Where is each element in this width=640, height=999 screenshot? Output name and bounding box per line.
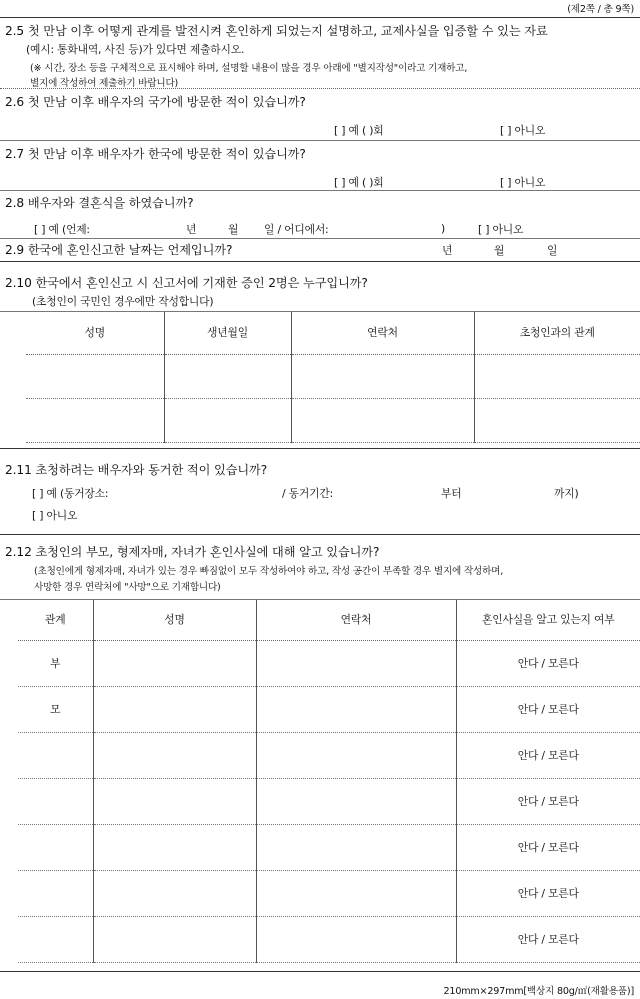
q2-11-period-label: / 동거기간: xyxy=(282,487,334,500)
witness-col-contact: 연락처 xyxy=(291,312,474,354)
witness-table-header xyxy=(26,312,640,354)
q2-6-yes-option[interactable]: [ ] 예 ( )회 xyxy=(334,124,384,137)
family-row xyxy=(18,640,640,686)
q2-10-divider xyxy=(0,448,640,449)
family-col-name: 성명 xyxy=(93,600,256,640)
family-relation-cell: 부 xyxy=(18,640,93,686)
family-contact-field[interactable] xyxy=(256,732,456,778)
bottom-rule xyxy=(0,971,640,972)
q2-11-no-option[interactable]: [ ] 아니오 xyxy=(32,509,78,522)
family-contact-field[interactable] xyxy=(256,686,456,732)
q2-8-year-label: 년 xyxy=(186,223,197,236)
witness-1-name-field[interactable] xyxy=(26,354,164,398)
family-awareness-choice[interactable]: 안다 / 모른다 xyxy=(456,778,640,824)
q2-6-no-option[interactable]: [ ] 아니오 xyxy=(500,124,546,137)
witness-col-birthdate: 생년월일 xyxy=(164,312,291,354)
q2-12-title: 2.12 초청인의 부모, 형제자매, 자녀가 혼인사실에 대해 알고 있습니까? xyxy=(5,545,380,559)
family-table xyxy=(18,600,640,963)
q2-9-month-label: 월 xyxy=(494,244,505,257)
q2-5-note1: (※ 시간, 장소 등을 구체적으로 표시해야 하며, 설명할 내용이 많을 경우 아래에 "별지작성"이라고 기재하고, xyxy=(30,63,468,74)
family-awareness-choice[interactable]: 안다 / 모른다 xyxy=(456,686,640,732)
q2-11-divider xyxy=(0,534,640,535)
witness-2-name-field[interactable] xyxy=(26,398,164,442)
q2-8-day-where-label: 일 / 어디에서: xyxy=(264,223,329,236)
family-row xyxy=(18,916,640,962)
family-name-field[interactable] xyxy=(93,916,256,962)
witness-1-contact-field[interactable] xyxy=(291,354,474,398)
witness-2-birthdate-field[interactable] xyxy=(164,398,291,442)
q2-7-no-option[interactable]: [ ] 아니오 xyxy=(500,176,546,189)
witness-row-2 xyxy=(26,398,640,442)
page-indicator: (제2쪽 / 총 9쪽) xyxy=(567,4,634,15)
q2-8-yes-option[interactable]: [ ] 예 (언제: xyxy=(34,223,90,236)
family-contact-field[interactable] xyxy=(256,916,456,962)
q2-5-line2: (예시: 통화내역, 사진 등)가 있다면 제출하시오. xyxy=(26,43,245,56)
family-col-relation: 관계 xyxy=(18,600,93,640)
q2-9-year-label: 년 xyxy=(442,244,453,257)
family-name-field[interactable] xyxy=(93,686,256,732)
q2-7-divider xyxy=(0,190,640,191)
q2-8-title: 2.8 배우자와 결혼식을 하였습니까? xyxy=(5,196,194,210)
witness-1-relationship-field[interactable] xyxy=(474,354,640,398)
family-awareness-choice[interactable]: 안다 / 모른다 xyxy=(456,916,640,962)
q2-8-no-option[interactable]: [ ] 아니오 xyxy=(478,223,524,236)
family-name-field[interactable] xyxy=(93,824,256,870)
witness-col-name: 성명 xyxy=(26,312,164,354)
family-awareness-choice[interactable]: 안다 / 모른다 xyxy=(456,640,640,686)
paper-spec-footer: 210mm×297mm[백상지 80g/㎡(재활용품)] xyxy=(443,986,634,997)
family-name-field[interactable] xyxy=(93,640,256,686)
family-row xyxy=(18,732,640,778)
q2-10-subtitle: (초청인이 국민인 경우에만 작성합니다) xyxy=(32,295,214,308)
q2-10-title: 2.10 한국에서 혼인신고 시 신고서에 기재한 증인 2명은 누구입니까? xyxy=(5,276,368,290)
family-name-field[interactable] xyxy=(93,778,256,824)
family-relation-field[interactable] xyxy=(18,778,93,824)
witness-col-relationship: 초청인과의 관계 xyxy=(474,312,640,354)
family-relation-field[interactable] xyxy=(18,824,93,870)
family-contact-field[interactable] xyxy=(256,824,456,870)
family-name-field[interactable] xyxy=(93,870,256,916)
family-contact-field[interactable] xyxy=(256,778,456,824)
family-relation-cell: 모 xyxy=(18,686,93,732)
witness-2-contact-field[interactable] xyxy=(291,398,474,442)
q2-5-answer-line xyxy=(0,88,640,89)
q2-6-title: 2.6 첫 만남 이후 배우자의 국가에 방문한 적이 있습니까? xyxy=(5,95,306,109)
family-col-awareness: 혼인사실을 알고 있는지 여부 xyxy=(456,600,640,640)
q2-6-divider xyxy=(0,140,640,141)
witness-row-1 xyxy=(26,354,640,398)
family-row xyxy=(18,686,640,732)
q2-12-note2: 사망한 경우 연락처에 "사망"으로 기재합니다) xyxy=(34,582,221,593)
q2-12-note1: (초청인에게 형제자매, 자녀가 있는 경우 빠짐없이 모두 작성하여야 하고, 작성 공간이 부족할 경우 별지에 작성하며, xyxy=(34,566,504,577)
witness-table xyxy=(26,312,640,443)
q2-11-yes-option[interactable]: [ ] 예 (동거장소: xyxy=(32,487,109,500)
family-table-header xyxy=(18,600,640,640)
q2-7-title: 2.7 첫 만남 이후 배우자가 한국에 방문한 적이 있습니까? xyxy=(5,147,306,161)
q2-8-divider xyxy=(0,238,640,239)
q2-9-title: 2.9 한국에 혼인신고한 날짜는 언제입니까? xyxy=(5,243,233,257)
family-row xyxy=(18,870,640,916)
family-row xyxy=(18,824,640,870)
family-awareness-choice[interactable]: 안다 / 모른다 xyxy=(456,870,640,916)
q2-11-to-label: 까지) xyxy=(554,487,579,500)
q2-11-title: 2.11 초청하려는 배우자와 동거한 적이 있습니까? xyxy=(5,463,268,477)
witness-2-relationship-field[interactable] xyxy=(474,398,640,442)
q2-5-title: 2.5 첫 만남 이후 어떻게 관계를 발전시켜 혼인하게 되었는지 설명하고, 교제사실을 입증할 수 있는 자료 xyxy=(5,24,548,38)
family-awareness-choice[interactable]: 안다 / 모른다 xyxy=(456,824,640,870)
q2-8-close-paren: ) xyxy=(441,222,446,235)
family-contact-field[interactable] xyxy=(256,640,456,686)
q2-5-note2: 별지에 작성하여 제출하기 바랍니다) xyxy=(30,78,179,89)
q2-11-from-label: 부터 xyxy=(441,487,462,500)
family-relation-field[interactable] xyxy=(18,870,93,916)
family-relation-field[interactable] xyxy=(18,916,93,962)
family-name-field[interactable] xyxy=(93,732,256,778)
family-contact-field[interactable] xyxy=(256,870,456,916)
family-awareness-choice[interactable]: 안다 / 모른다 xyxy=(456,732,640,778)
q2-7-yes-option[interactable]: [ ] 예 ( )회 xyxy=(334,176,384,189)
top-rule xyxy=(0,17,640,18)
q2-9-divider xyxy=(0,261,640,262)
q2-9-day-label: 일 xyxy=(547,244,558,257)
family-col-contact: 연락처 xyxy=(256,600,456,640)
family-relation-field[interactable] xyxy=(18,732,93,778)
family-row xyxy=(18,778,640,824)
witness-1-birthdate-field[interactable] xyxy=(164,354,291,398)
q2-8-month-label: 월 xyxy=(228,223,239,236)
